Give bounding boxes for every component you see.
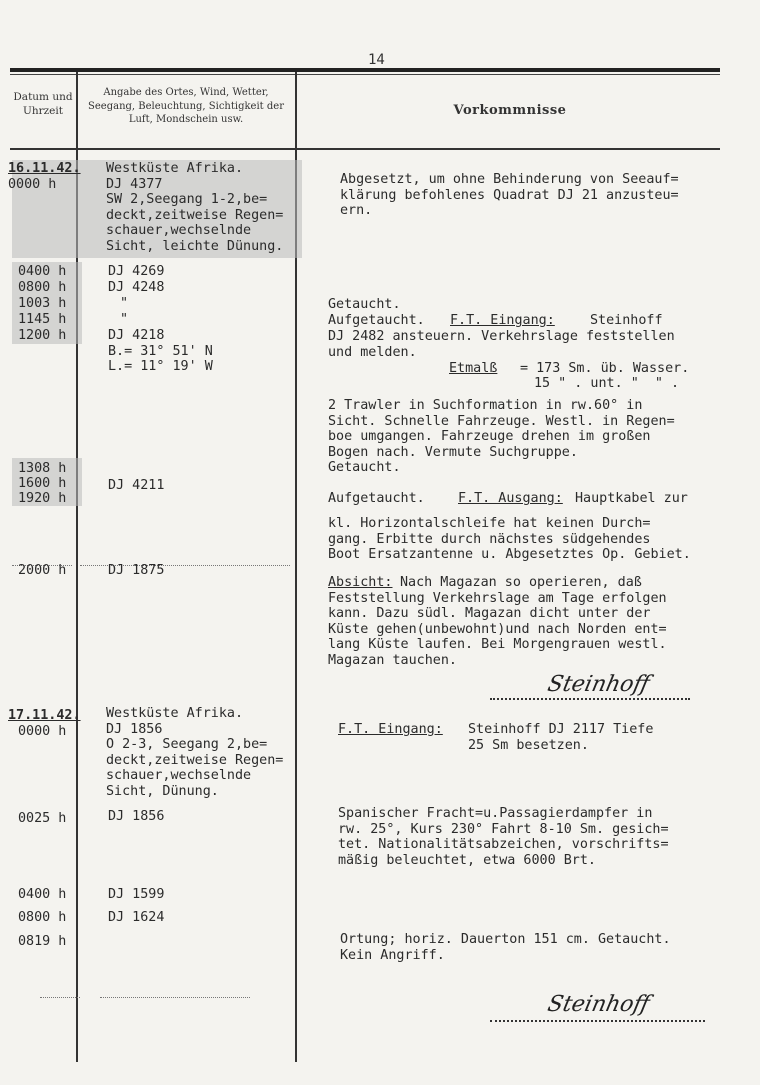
time-entry: 1145 h <box>18 312 67 327</box>
date-entry: 16.11.42. <box>8 161 81 176</box>
time-entry: 0400 h <box>18 264 67 279</box>
event-entry: Hauptkabel zur <box>575 491 688 506</box>
separator <box>100 997 250 998</box>
event-entry: Aufgetaucht. <box>328 491 425 506</box>
event-label: Absicht: <box>328 575 393 590</box>
time-entry: 1600 h <box>18 476 67 491</box>
position-entry: DJ 4269 <box>108 264 165 279</box>
page-number: 14 <box>368 52 385 68</box>
event-entry: DJ 2482 ansteuern. Verkehrslage feststellen und melden. <box>328 329 675 360</box>
position-entry: DJ 4211 <box>108 478 165 493</box>
position-entry: DJ 1599 <box>108 887 165 902</box>
header-events: Vorkommnisse <box>453 103 567 118</box>
position-entry: Westküste Afrika. DJ 1856 O 2-3, Seegang 2,be= deckt,zeitweise Regen= schauer,wechselnde Sicht, Dünung. <box>106 706 284 799</box>
etmal-value: = 173 Sm. üb. Wasser. <box>520 361 690 376</box>
event-entry: Nach Magazan so operieren, daß Feststellung Verkehrslage am Tage erfolgen kann. Dazu südl. Magazan dicht unter der Küste gehen(unbewohnt)und nach Norden ent= lang Küste laufen. Bei Morgengrauen westl. Magazan tauchen. <box>328 575 667 668</box>
event-entry: Abgesetzt, um ohne Behinderung von Seeauf= klärung befohlenes Quadrat DJ 21 anzusteu= ern. <box>340 172 679 219</box>
time-entry: 1920 h <box>18 491 67 506</box>
top-rule-thin <box>10 74 720 75</box>
event-entry: 2 Trawler in Suchformation in rw.60° in Sicht. Schnelle Fahrzeuge. Westl. in Regen= boe umgangen. Fahrzeuge drehen im großen Bogen nach. Vermute Suchgruppe. Getaucht. <box>328 398 675 476</box>
header-location-weather: Angabe des Ortes, Wind, Wetter, Seegang, Beleuchtung, Sichtigkeit der Luft, Mondschein usw. <box>88 87 284 125</box>
event-label: F.T. Ausgang: <box>458 491 563 506</box>
position-entry: DJ 1875 <box>108 563 165 578</box>
event-entry: Steinhoff <box>590 313 663 328</box>
event-label: F.T. Eingang: <box>450 313 555 328</box>
header-date-time: Datum und Uhrzeit <box>13 91 73 117</box>
time-entry: 0800 h <box>18 280 67 295</box>
event-entry: Getaucht. <box>328 297 401 312</box>
header-rule <box>10 148 720 150</box>
signature: Steinhoff <box>545 992 652 1017</box>
event-entry: Steinhoff DJ 2117 Tiefe 25 Sm besetzen. <box>468 722 654 753</box>
signature: Steinhoff <box>545 672 652 697</box>
time-entry: 0800 h <box>18 910 67 925</box>
time-entry: 0400 h <box>18 887 67 902</box>
ditto-mark: " <box>120 312 129 327</box>
ditto-mark: " <box>120 296 129 311</box>
top-rule <box>10 68 720 72</box>
position-entry: DJ 1624 <box>108 910 165 925</box>
time-entry: 0000 h <box>8 177 57 192</box>
position-entry: DJ 1856 <box>108 809 165 824</box>
event-entry: kl. Horizontalschleife hat keinen Durch= gang. Erbitte durch nächstes südgehendes Boot Ersatzantenne u. Abgesetztes Op. Gebiet. <box>328 516 691 563</box>
time-entry: 2000 h <box>18 563 67 578</box>
position-entry: DJ 4248 <box>108 280 165 295</box>
event-label: F.T. Eingang: <box>338 722 443 737</box>
signature-line <box>490 1020 705 1022</box>
separator <box>40 997 80 998</box>
time-entry: 0000 h <box>18 724 67 739</box>
position-entry: Westküste Afrika. DJ 4377 SW 2,Seegang 1-2,be= deckt,zeitweise Regen= schauer,wechselnde Sicht, leichte Dünung. <box>106 161 284 254</box>
etmal-value: 15 " . unt. " " . <box>534 376 680 391</box>
time-entry: 0025 h <box>18 811 67 826</box>
position-entry: DJ 4218 B.= 31° 51' N L.= 11° 19' W <box>108 328 213 375</box>
event-entry: Ortung; horiz. Dauerton 151 cm. Getaucht. Kein Angriff. <box>340 932 671 963</box>
time-entry: 1003 h <box>18 296 67 311</box>
signature-line <box>490 698 690 700</box>
time-entry: 1200 h <box>18 328 67 343</box>
event-entry: Spanischer Fracht=u.Passagierdampfer in rw. 25°, Kurs 230° Fahrt 8-10 Sm. gesich= tet. Nationalitätsabzeichen, vorschrifts= mäßig beleuchtet, etwa 6000 Brt. <box>338 806 669 868</box>
etmal-label: Etmalß <box>449 361 498 376</box>
time-entry: 0819 h <box>18 934 67 949</box>
date-entry: 17.11.42. <box>8 708 81 723</box>
time-entry: 1308 h <box>18 461 67 476</box>
event-entry: Aufgetaucht. <box>328 313 425 328</box>
